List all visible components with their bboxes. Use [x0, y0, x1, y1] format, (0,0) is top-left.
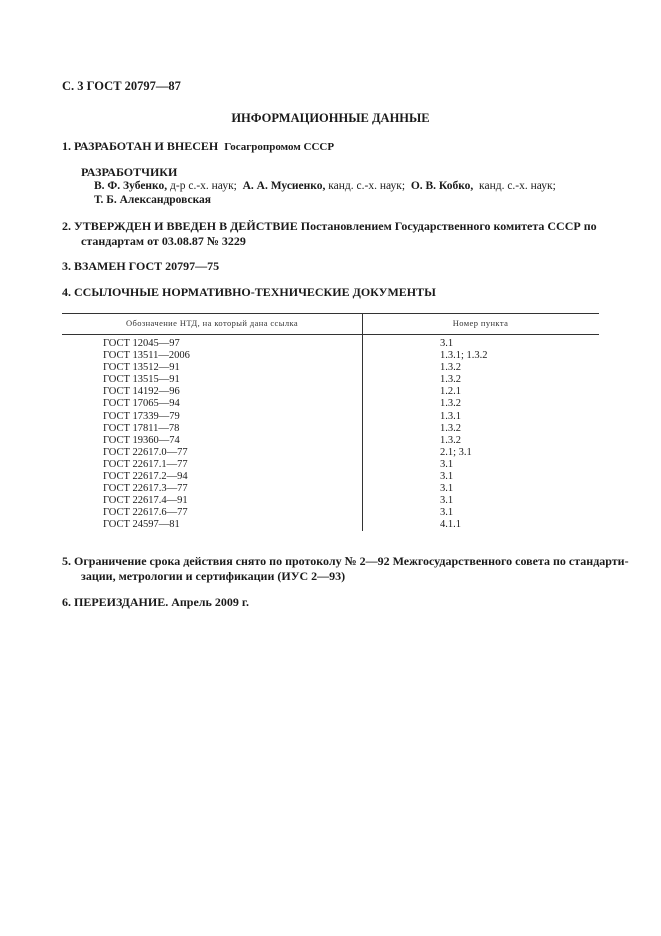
section-1-heading	[62, 139, 334, 154]
developer-4-name: Т. Б. Александровская	[94, 194, 211, 206]
table-top-rule	[62, 313, 599, 314]
section-2-line-1: 2. УТВЕРЖДЕН И ВВЕДЕН В ДЕЙСТВИЕ Постановлением Государственного комитета СССР по	[62, 219, 597, 233]
table-cell-doc: ГОСТ 12045—97	[103, 338, 180, 349]
table-cell-doc: ГОСТ 24597—81	[103, 519, 180, 531]
developer-3-degree: канд. с.-х. наук;	[479, 180, 556, 192]
section-5-line-1: 5. Ограничение срока действия снято по протоколу № 2—92 Межгосударственного совета по стандарти-	[62, 554, 629, 568]
developer-2-name: А. А. Мусиенко,	[242, 180, 326, 192]
table-column-docs	[103, 338, 190, 532]
table-cell-item: 1.3.2	[440, 374, 461, 386]
page-title: ИНФОРМАЦИОННЫЕ ДАННЫЕ	[231, 111, 430, 125]
table-cell-doc: ГОСТ 22617.0—77	[103, 446, 188, 458]
section-6-text: 6. ПЕРЕИЗДАНИЕ. Апрель 2009 г.	[62, 595, 249, 609]
developers-line-1	[94, 180, 556, 192]
table-cell-item: 3.1	[440, 495, 454, 507]
table-cell-doc: ГОСТ 13515—91	[103, 374, 180, 386]
developer-2-degree: канд. с.-х. наук;	[328, 180, 406, 192]
section-2-line-2: стандартам от 03.08.87 № 3229	[81, 234, 246, 248]
table-cell-doc: ГОСТ 17065—94	[103, 398, 180, 410]
table-cell-doc: ГОСТ 22617.2—94	[103, 471, 188, 483]
table-cell-item: 1.3.1	[440, 410, 461, 422]
developer-3-name: О. В. Кобко,	[410, 180, 474, 192]
table-cell-doc: ГОСТ 17339—79	[103, 410, 180, 422]
developer-1-name: В. Ф. Зубенко,	[94, 180, 168, 192]
table-cell-item: 1.3.1; 1.3.2	[440, 350, 488, 362]
table-cell-doc: ГОСТ 17811—78	[103, 422, 180, 434]
table-cell-item: 1.2.1	[440, 386, 461, 398]
table-column-items	[440, 338, 488, 532]
table-cell-item: 1.3.2	[440, 398, 461, 410]
table-header-rule	[62, 334, 599, 335]
developer-1-degree: д-р с.-х. наук;	[170, 180, 237, 192]
table-column-divider	[362, 313, 363, 531]
table-cell-doc: ГОСТ 22617.3—77	[103, 483, 188, 495]
table-cell-doc: ГОСТ 13512—91	[103, 362, 180, 374]
table-cell-doc: ГОСТ 14192—96	[103, 386, 180, 398]
table-cell-item: 4.1.1	[440, 519, 461, 531]
table-cell-item: 3.1	[440, 507, 454, 519]
table-cell-doc: ГОСТ 19360—74	[103, 434, 180, 446]
table-header-item: Номер пункта	[452, 318, 509, 328]
section-4-heading: 4. ССЫЛОЧНЫЕ НОРМАТИВНО-ТЕХНИЧЕСКИЕ ДОКУМЕНТЫ	[62, 285, 436, 299]
table-cell-doc: ГОСТ 22617.6—77	[103, 507, 188, 519]
table-cell-item: 2.1; 3.1	[440, 446, 472, 458]
table-header-doc: Обозначение НТД, на который дана ссылка	[125, 318, 299, 328]
table-cell-item: 1.3.2	[440, 362, 461, 374]
developer-org: Госагропромом СССР	[224, 141, 335, 153]
table-cell-doc: ГОСТ 13511—2006	[103, 350, 190, 362]
table-cell-item: 3.1	[440, 338, 454, 349]
table-cell-doc: ГОСТ 22617.4—91	[103, 495, 188, 507]
table-cell-item: 3.1	[440, 458, 454, 470]
section-1-label: 1. РАЗРАБОТАН И ВНЕСЕН	[62, 139, 219, 153]
table-cell-item: 3.1	[440, 471, 454, 483]
table-cell-item: 1.3.2	[440, 422, 461, 434]
table-cell-item: 1.3.2	[440, 434, 461, 446]
page-header: С. 3 ГОСТ 20797—87	[62, 79, 181, 93]
table-cell-doc: ГОСТ 22617.1—77	[103, 458, 188, 470]
table-cell-item: 3.1	[440, 483, 454, 495]
developers-title: РАЗРАБОТЧИКИ	[81, 165, 178, 179]
section-3-text: 3. ВЗАМЕН ГОСТ 20797—75	[62, 259, 220, 273]
section-5-line-2: зации, метрологии и сертификации (ИУС 2—93)	[81, 569, 346, 583]
